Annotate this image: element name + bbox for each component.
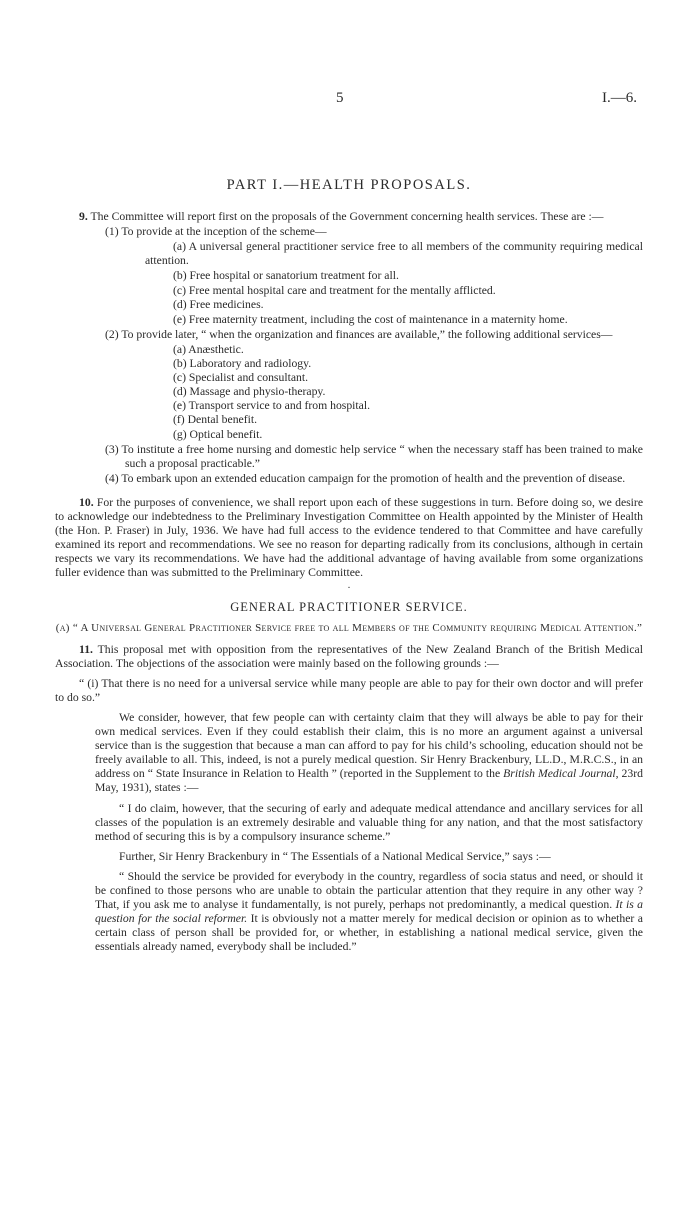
list-subitem-1d: (d) Free medicines. (173, 297, 264, 311)
list-subitem-2g: (g) Optical benefit. (173, 427, 263, 441)
journal-title: British Medical Journal (503, 767, 616, 781)
page-number: 5 (336, 90, 344, 106)
brackenbury-quote-2 (55, 870, 643, 955)
further-paragraph: Further, Sir Henry Brackenbury in “ The Essentials of a National Medical Service,” says :— (119, 849, 551, 863)
paragraph-11 (55, 643, 643, 671)
paragraph-text: For the purposes of convenience, we shall report upon each of these suggestions in turn. Before doing so, we desire to acknowledge our indebtedness to the Preliminary Investigation Committee on Health appointed by the Minister of Health (the Hon. P. Fraser) in July, 1936. We have had full access to the evidence tendered to that Committee and have carefully examined its report and recommendations. We see no reason for departing radically from its conclusions, although in certain respects we vary its recommendations. We have had the additional advantage of having available from some organizations fuller evidence than was submitted to the Preliminary Committee. (55, 495, 644, 580)
document-body (55, 178, 643, 955)
paragraph-number: 10. (79, 495, 94, 509)
running-header (0, 90, 700, 110)
list-subitem-2e: (e) Transport service to and from hospital. (173, 399, 371, 413)
list-subitem-2d: (d) Massage and physio-therapy. (173, 385, 326, 399)
separator-dot: . (347, 580, 351, 592)
list-subitem-2c: (c) Specialist and consultant. (173, 371, 309, 385)
list-subitem-2a: (a) Anæsthetic. (173, 342, 244, 356)
list-subitem-1e: (e) Free maternity treatment, including the cost of maintenance in a maternity home. (173, 312, 568, 326)
quote-text-end: It is obviously not a matter merely for medical decision or opinion as to whether a certain class of person shall be provided for, or whether, in establishing a national medical service, given the essentials already named, everybody shall be included.” (95, 912, 643, 954)
paragraph-number: 11. (79, 642, 93, 656)
list-subitem-2f: (f) Dental benefit. (173, 413, 258, 427)
paragraph-9 (55, 210, 643, 224)
quote-italic-emphasis: It is a question for the social reformer. (95, 898, 643, 926)
ground-quote-1: “ (i) That there is no need for a universal service while many people are able to pay for their own doctor and will prefer to do so.” (55, 676, 643, 704)
list-subitem-1c: (c) Free mental hospital care and treatment for the mentally afflicted. (173, 283, 496, 297)
paragraph-10 (55, 496, 643, 581)
list-item-4: (4) To embark upon an extended education campaign for the promotion of health and the prevention of disease. (105, 471, 626, 485)
paragraph-text: This proposal met with opposition from the representatives of the New Zealand Branch of the British Medical Association. The objections of the association were mainly based on the following grounds :— (55, 642, 643, 670)
quote-text-start: “ Should the service be provided for everybody in the country, regardless of socia status and need, or should it be confined to those persons who are unable to obtain the particular attention that they require in any other way ? That, if you ask me to analyse it fundamentally, is not purely, perhaps not predominantly, a medical question. (95, 869, 643, 912)
comment-text-start: We consider, however, that few people can with certainty claim that they will always be able to pay for their own medical services. Even if they could establish their claim, this is no more an argument against a universal service than is the suggestion that because a man can afford to pay for his child’s schooling, education should not be freely available to all. This, indeed, is not a purely medical question. Sir Henry Brackenbury, LL.D., M.R.C.S., in an address on “ State Insurance in Relation to Health ” (reported in the Supplement to the (95, 711, 643, 781)
list-subitem-1a: (a) A universal general practitioner service free to all members of the community requiring medical attention. (145, 240, 643, 268)
brackenbury-quote-1: “ I do claim, however, that the securing of early and adequate medical attendance and ancillary services for all classes of the population is an extremely desirable and valuable thing for any nation, and that the most satisfactory method of securing this is by a compulsory insurance scheme.” (95, 801, 643, 843)
list-subitem-2b: (b) Laboratory and radiology. (173, 357, 312, 371)
section-heading: GENERAL PRACTITIONER SERVICE. (230, 600, 468, 615)
paragraph-text: The Committee will report first on the proposals of the Government concerning health services. These are :— (90, 210, 604, 224)
list-item-3: (3) To institute a free home nursing and domestic help service “ when the necessary staff has been trained to make such a proposal practicable.” (105, 442, 643, 470)
list-subitem-1b: (b) Free hospital or sanatorium treatment for all. (173, 269, 399, 283)
part-title: PART I.—HEALTH PROPOSALS. (226, 177, 472, 193)
comment-text-end: , 23rd May, 1931), states :— (95, 767, 643, 795)
list-item-2: (2) To provide later, “ when the organization and finances are available,” the following additional services— (105, 327, 613, 341)
list-item-1: (1) To provide at the inception of the scheme— (105, 225, 327, 239)
comment-paragraph (55, 711, 643, 796)
paragraph-number: 9. (79, 210, 88, 224)
sub-heading: (a) “ A Universal General Practitioner Service free to all Members of the Community requiring Medical Attention.” (55, 621, 643, 634)
document-reference: I.—6. (602, 90, 637, 106)
